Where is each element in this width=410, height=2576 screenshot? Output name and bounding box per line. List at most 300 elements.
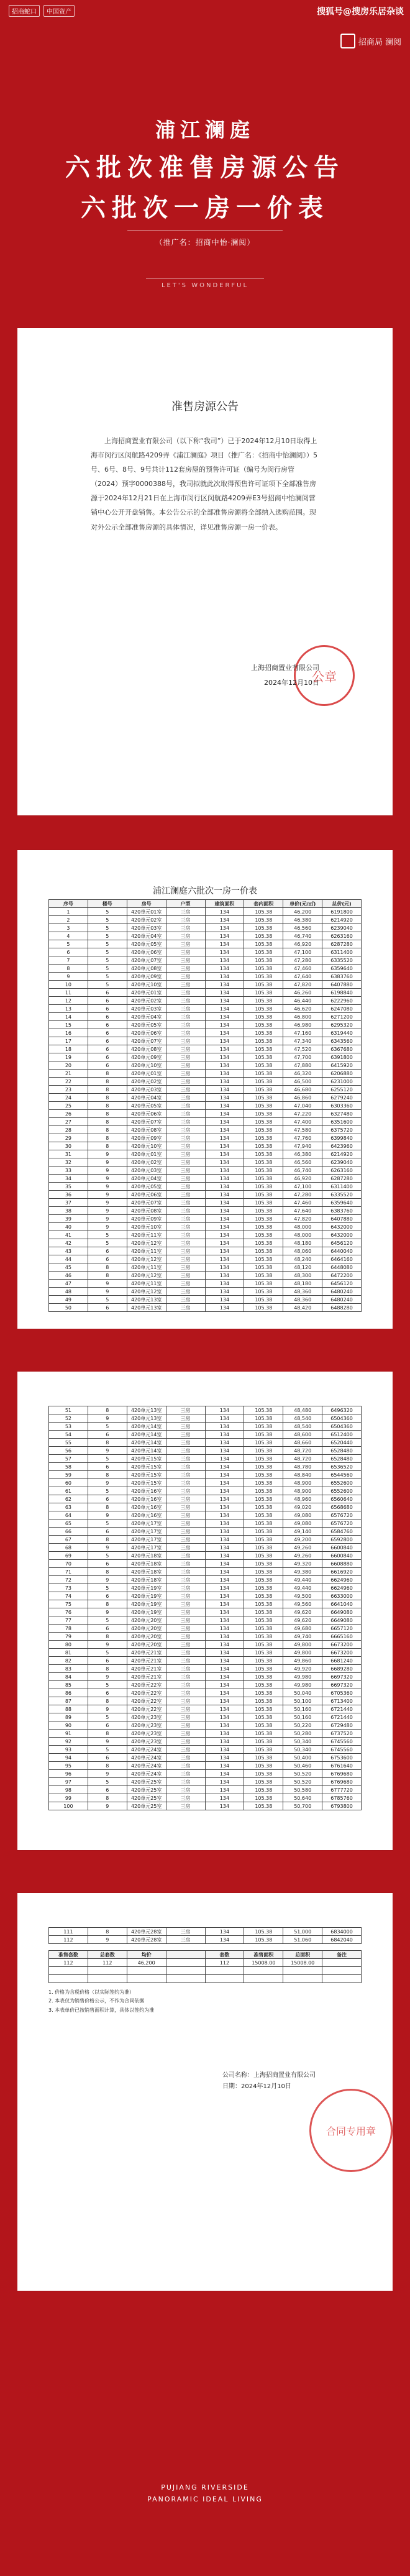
table-cell: 6600840 <box>322 1552 362 1560</box>
table-cell: 47,880 <box>283 1061 322 1070</box>
table-cell: 14 <box>49 1013 88 1021</box>
table-cell: 420单元06室 <box>127 1029 166 1037</box>
table-cell: 6383760 <box>322 973 362 981</box>
table-cell: 26 <box>49 1110 88 1118</box>
table-cell: 59 <box>49 1471 88 1479</box>
table-cell: 6584760 <box>322 1528 362 1536</box>
table-cell: 9 <box>88 1215 127 1223</box>
table-cell: 105.38 <box>244 1005 283 1013</box>
table-cell: 三房 <box>166 1102 205 1110</box>
table-cell: 105.38 <box>244 908 283 916</box>
right-logo <box>340 34 401 48</box>
table-cell: 134 <box>205 916 244 924</box>
table-cell: 50,100 <box>283 1697 322 1705</box>
table-wrap-3 <box>48 1927 376 2137</box>
table-cell: 50,520 <box>283 1778 322 1786</box>
table-row <box>49 1657 362 1665</box>
table-cell: 47,820 <box>283 981 322 989</box>
table-cell: 三房 <box>166 1794 205 1802</box>
price-table-2 <box>48 1406 362 1810</box>
table-cell: 134 <box>205 1738 244 1746</box>
table-cell: 三房 <box>166 1231 205 1239</box>
table-cell: 45 <box>49 1263 88 1272</box>
table-cell: 三房 <box>166 1641 205 1649</box>
table-cell: 6 <box>88 1495 127 1503</box>
table-cell: 105.38 <box>244 1762 283 1770</box>
table-row <box>49 1552 362 1560</box>
table-row <box>49 1150 362 1158</box>
table-cell: 420单元16室 <box>127 1503 166 1511</box>
table-cell: 134 <box>205 1150 244 1158</box>
table-cell: 420单元06室 <box>127 1191 166 1199</box>
table-cell: 105.38 <box>244 1191 283 1199</box>
table-cell: 49,440 <box>283 1576 322 1584</box>
table-cell: 420单元08室 <box>127 965 166 973</box>
table-cell: 105.38 <box>244 1061 283 1070</box>
table-cell: 420单元24室 <box>127 1770 166 1778</box>
table-cell: 6399840 <box>322 1134 362 1142</box>
table-cell: 三房 <box>166 1463 205 1471</box>
table-cell: 9 <box>88 1511 127 1519</box>
table-cell: 三房 <box>166 1263 205 1272</box>
table-cell: 94 <box>49 1754 88 1762</box>
table-cell: 6633000 <box>322 1592 362 1600</box>
table-row <box>49 956 362 965</box>
table-row <box>49 973 362 981</box>
table-cell: 三房 <box>166 1215 205 1223</box>
table-cell: 67 <box>49 1536 88 1544</box>
note-item: 1. 价格为含税价格（以实际签约为准） <box>48 1989 135 1995</box>
table-cell: 46,200 <box>127 1959 166 1967</box>
table-row <box>49 1721 362 1730</box>
table-cell: 三房 <box>166 1616 205 1625</box>
table-cell: 6697320 <box>322 1681 362 1689</box>
table-cell: 46,500 <box>283 1078 322 1086</box>
table-cell: 134 <box>205 1802 244 1810</box>
table-cell: 420单元14室 <box>127 1447 166 1455</box>
table-cell: 49,440 <box>283 1584 322 1592</box>
table-cell: 6 <box>88 1431 127 1439</box>
table-cell: 6456120 <box>322 1280 362 1288</box>
table-row <box>49 1936 362 1944</box>
table-cell: 420单元22室 <box>127 1697 166 1705</box>
table-cell: 三房 <box>166 1191 205 1199</box>
table-cell: 105.38 <box>244 1657 283 1665</box>
table-cell: 6480240 <box>322 1288 362 1296</box>
table-cell: 134 <box>205 1431 244 1439</box>
table-cell: 105.38 <box>244 1479 283 1487</box>
table-body-1 <box>49 908 362 1312</box>
table-cell: 三房 <box>166 1697 205 1705</box>
table-cell: 134 <box>205 981 244 989</box>
table-cell: 83 <box>49 1665 88 1673</box>
table-cell: 三房 <box>166 1167 205 1175</box>
table-cell <box>244 1975 283 1983</box>
table-row <box>49 1406 362 1414</box>
table-cell: 6191800 <box>322 908 362 916</box>
table-cell: 47,640 <box>283 973 322 981</box>
table-cell: 6214920 <box>322 916 362 924</box>
table-cell: 105.38 <box>244 1576 283 1584</box>
right-logo-text: 招商局 澜阅 <box>358 37 401 47</box>
table-cell: 49,620 <box>283 1608 322 1616</box>
table-row <box>49 1431 362 1439</box>
table-cell: 46,620 <box>283 1005 322 1013</box>
table-cell: 三房 <box>166 1304 205 1312</box>
table-cell: 420单元13室 <box>127 1414 166 1423</box>
table-cell: 5 <box>88 908 127 916</box>
table-cell: 5 <box>88 1487 127 1495</box>
table-cell: 98 <box>49 1786 88 1794</box>
table-row <box>49 1296 362 1304</box>
table-row <box>49 1455 362 1463</box>
table-title-1: 浦江澜庭六批次一房一价表 <box>153 886 257 896</box>
table-cell: 105.38 <box>244 1568 283 1576</box>
table-row <box>49 1167 362 1175</box>
table-cell: 134 <box>205 1528 244 1536</box>
table-cell: 105.38 <box>244 1021 283 1029</box>
table-cell: 51,060 <box>283 1936 322 1944</box>
table-cell: 三房 <box>166 1013 205 1021</box>
table-cell: 6 <box>88 1560 127 1568</box>
table-cell: 46,560 <box>283 1158 322 1167</box>
table-row <box>49 1021 362 1029</box>
table-cell: 105.38 <box>244 1423 283 1431</box>
table-cell <box>49 1975 88 1983</box>
table-cell: 31 <box>49 1150 88 1158</box>
table-cell: 三房 <box>166 1086 205 1094</box>
table-cell: 三房 <box>166 1447 205 1455</box>
table-cell: 6263160 <box>322 932 362 940</box>
notice-title: 准售房源公告 <box>171 400 239 413</box>
table-cell <box>283 1975 322 1983</box>
table-cell: 8 <box>88 1536 127 1544</box>
table-cell: 49,560 <box>283 1600 322 1608</box>
table-row <box>49 1053 362 1061</box>
footer <box>0 2324 410 2576</box>
table-cell: 47,460 <box>283 965 322 973</box>
table-row <box>49 1094 362 1102</box>
table-cell: 134 <box>205 1134 244 1142</box>
table-cell: 三房 <box>166 1061 205 1070</box>
footer-line-2: PANORAMIC IDEAL LIVING <box>147 2495 263 2503</box>
table-cell: 134 <box>205 1705 244 1713</box>
table-cell: 47,100 <box>283 1183 322 1191</box>
table-cell: 134 <box>205 908 244 916</box>
table-cell: 105.38 <box>244 932 283 940</box>
table-cell: 6359640 <box>322 1199 362 1207</box>
table-cell: 40 <box>49 1223 88 1231</box>
table-cell: 51 <box>49 1406 88 1414</box>
table-cell: 5 <box>88 1616 127 1625</box>
table-cell: 三房 <box>166 1673 205 1681</box>
table-cell: 134 <box>205 1552 244 1560</box>
table-cell: 105.38 <box>244 1118 283 1126</box>
table-cell: 8 <box>88 1568 127 1576</box>
table-row <box>49 916 362 924</box>
table-cell: 5 <box>88 1778 127 1786</box>
table-cell: 5 <box>88 1296 127 1304</box>
table-cell: 6222960 <box>322 997 362 1005</box>
table-cell: 134 <box>205 1280 244 1288</box>
table-cell <box>88 1967 127 1975</box>
logo-icon <box>340 34 355 48</box>
table-cell: 420单元23室 <box>127 1738 166 1746</box>
table-cell: 5 <box>88 924 127 932</box>
table-cell: 420单元25室 <box>127 1802 166 1810</box>
table-cell: 9 <box>88 1544 127 1552</box>
table-cell: 105.38 <box>244 1721 283 1730</box>
table-cell: 8 <box>88 1126 127 1134</box>
table-row <box>49 932 362 940</box>
table-cell: 24 <box>49 1094 88 1102</box>
table-cell: 420单元11室 <box>127 1247 166 1255</box>
table-cell <box>88 1975 127 1983</box>
table-cell: 8 <box>88 1730 127 1738</box>
table-cell: 8 <box>88 1600 127 1608</box>
table-cell: 三房 <box>166 1207 205 1215</box>
table-cell: 134 <box>205 1272 244 1280</box>
summary-header-cell: 均价 <box>127 1951 166 1959</box>
table-cell: 134 <box>205 1592 244 1600</box>
table-cell: 47,760 <box>283 1134 322 1142</box>
table-cell: 6568680 <box>322 1503 362 1511</box>
table-cell: 49,980 <box>283 1673 322 1681</box>
table-cell: 47,580 <box>283 1126 322 1134</box>
table-cell: 6729480 <box>322 1721 362 1730</box>
table-cell: 420单元06室 <box>127 1110 166 1118</box>
table-row <box>49 989 362 997</box>
table-cell: 三房 <box>166 1175 205 1183</box>
table-cell: 6624960 <box>322 1584 362 1592</box>
table-cell: 105.38 <box>244 1263 283 1272</box>
table-cell: 48,840 <box>283 1471 322 1479</box>
table-row <box>49 965 362 973</box>
table-cell: 105.38 <box>244 1255 283 1263</box>
table-cell: 6 <box>88 1247 127 1255</box>
table-row <box>49 1802 362 1810</box>
table-cell: 47,520 <box>283 1045 322 1053</box>
table-cell: 21 <box>49 1070 88 1078</box>
table-cell: 5 <box>88 940 127 948</box>
table-cell: 8 <box>88 1272 127 1280</box>
table-cell: 6665160 <box>322 1633 362 1641</box>
table-cell: 49,020 <box>283 1503 322 1511</box>
table-cell <box>322 1959 362 1967</box>
table-cell: 95 <box>49 1762 88 1770</box>
table-cell: 30 <box>49 1142 88 1150</box>
table-cell: 6761640 <box>322 1762 362 1770</box>
table-cell: 420单元03室 <box>127 1005 166 1013</box>
table-cell: 134 <box>205 1746 244 1754</box>
table-cell: 6351600 <box>322 1118 362 1126</box>
table-cell: 105.38 <box>244 1288 283 1296</box>
table-cell: 420单元01室 <box>127 989 166 997</box>
table-cell: 8 <box>88 1110 127 1118</box>
table-cell: 三房 <box>166 1625 205 1633</box>
table-cell: 50,520 <box>283 1770 322 1778</box>
table-cell: 6303360 <box>322 1102 362 1110</box>
table-cell: 三房 <box>166 1778 205 1786</box>
table-cell: 105.38 <box>244 1519 283 1528</box>
table-cell: 6600840 <box>322 1544 362 1552</box>
table-cell: 64 <box>49 1511 88 1519</box>
table-cell: 6448080 <box>322 1263 362 1272</box>
table-cell: 9 <box>88 1414 127 1423</box>
table-cell: 6504360 <box>322 1423 362 1431</box>
table-cell: 6311400 <box>322 1183 362 1191</box>
table-cell <box>244 1967 283 1975</box>
table-cell: 三房 <box>166 1150 205 1158</box>
table-cell <box>283 1967 322 1975</box>
table-cell: 134 <box>205 1126 244 1134</box>
table-cell: 105.38 <box>244 981 283 989</box>
table-cell: 105.38 <box>244 1045 283 1053</box>
table-cell: 8 <box>88 1633 127 1641</box>
table-row <box>49 908 362 916</box>
table-cell: 6 <box>88 1721 127 1730</box>
table-cell: 5 <box>88 973 127 981</box>
table-cell: 420单元09室 <box>127 1053 166 1061</box>
table-cell: 134 <box>205 956 244 965</box>
table-cell: 105.38 <box>244 1414 283 1423</box>
table-cell: 105.38 <box>244 1536 283 1544</box>
table-cell: 9 <box>88 1280 127 1288</box>
table-cell: 6560640 <box>322 1495 362 1503</box>
table-cell: 8 <box>88 1094 127 1102</box>
table-cell: 105.38 <box>244 965 283 973</box>
table-cell: 6472200 <box>322 1272 362 1280</box>
table-cell: 三房 <box>166 981 205 989</box>
table-cell: 三房 <box>166 1239 205 1247</box>
table-cell: 134 <box>205 997 244 1005</box>
table-cell: 105.38 <box>244 1239 283 1247</box>
table-cell: 6592800 <box>322 1536 362 1544</box>
table-cell: 8 <box>88 1762 127 1770</box>
table-row <box>49 1616 362 1625</box>
table-cell: 80 <box>49 1641 88 1649</box>
price-table-1 <box>48 899 362 1312</box>
table-cell: 112 <box>49 1936 88 1944</box>
table-cell: 105.38 <box>244 1304 283 1312</box>
table-row <box>49 1560 362 1568</box>
table-cell: 112 <box>88 1959 127 1967</box>
table-cell: 420单元15室 <box>127 1471 166 1479</box>
table-cell: 48,900 <box>283 1479 322 1487</box>
footer-line-1: PUJIANG RIVERSIDE <box>161 2483 249 2491</box>
table-cell: 三房 <box>166 1584 205 1592</box>
table-cell: 111 <box>49 1928 88 1936</box>
table-cell: 41 <box>49 1231 88 1239</box>
table-cell: 420单元01室 <box>127 1070 166 1078</box>
table-cell: 134 <box>205 1544 244 1552</box>
table-cell: 6 <box>88 1053 127 1061</box>
table-cell <box>127 1975 166 1983</box>
table-cell: 105.38 <box>244 1503 283 1511</box>
note-item: 2. 本表仅为销售价格公示，不作为合同依据 <box>48 1998 145 2004</box>
table-header-row-1 <box>49 900 362 908</box>
table-cell: 三房 <box>166 1471 205 1479</box>
table-cell: 70 <box>49 1560 88 1568</box>
table-cell: 69 <box>49 1552 88 1560</box>
table-cell: 25 <box>49 1102 88 1110</box>
table-cell: 三房 <box>166 973 205 981</box>
table-cell: 6295320 <box>322 1021 362 1029</box>
table-cell: 6528480 <box>322 1455 362 1463</box>
table-cell: 6576720 <box>322 1519 362 1528</box>
table-cell: 43 <box>49 1247 88 1255</box>
table-cell: 6239040 <box>322 1158 362 1167</box>
brand-left <box>9 5 75 17</box>
table-cell: 134 <box>205 973 244 981</box>
table-cell: 420单元24室 <box>127 1754 166 1762</box>
table-notes <box>48 1988 362 2015</box>
table-cell: 6198840 <box>322 989 362 997</box>
table-cell: 三房 <box>166 1296 205 1304</box>
table-cell: 49,260 <box>283 1544 322 1552</box>
table-cell: 5 <box>88 1423 127 1431</box>
table-cell: 420单元08室 <box>127 1126 166 1134</box>
table-cell <box>205 1975 244 1983</box>
table-cell: 420单元07室 <box>127 956 166 965</box>
table-cell: 134 <box>205 1037 244 1045</box>
summary-header-cell: 总套数 <box>88 1951 127 1959</box>
summary-header-cell: 套数 <box>205 1951 244 1959</box>
table-cell: 420单元19室 <box>127 1608 166 1616</box>
table-cell: 三房 <box>166 1519 205 1528</box>
table-cell: 105.38 <box>244 1705 283 1713</box>
table-cell: 50,280 <box>283 1730 322 1738</box>
table-cell: 9 <box>88 1608 127 1616</box>
table-row <box>49 1070 362 1078</box>
table-cell: 6335520 <box>322 956 362 965</box>
table-cell: 48,780 <box>283 1463 322 1471</box>
table-cell: 134 <box>205 1191 244 1199</box>
table-cell: 420单元17室 <box>127 1519 166 1528</box>
table-cell: 11 <box>49 989 88 997</box>
table-cell: 6271200 <box>322 1013 362 1021</box>
table-cell: 134 <box>205 1471 244 1479</box>
table-cell: 105.38 <box>244 1689 283 1697</box>
table-cell: 420单元02室 <box>127 1078 166 1086</box>
table-cell: 105.38 <box>244 1406 283 1414</box>
table-cell: 420单元14室 <box>127 1423 166 1431</box>
table-cell: 420单元13室 <box>127 1296 166 1304</box>
table-cell: 105.38 <box>244 1713 283 1721</box>
table-row <box>49 1110 362 1118</box>
table-cell: 105.38 <box>244 1110 283 1118</box>
table-cell: 46 <box>49 1272 88 1280</box>
table-cell: 5 <box>88 981 127 989</box>
table-cell: 三房 <box>166 1528 205 1536</box>
table-row <box>49 1511 362 1519</box>
table-row <box>49 1471 362 1479</box>
table-cell: 9 <box>88 1479 127 1487</box>
table-cell: 9 <box>88 1447 127 1455</box>
footer-logo <box>0 2480 410 2503</box>
header-cell: 建筑面积 <box>205 900 244 908</box>
table-cell: 420单元05室 <box>127 1021 166 1029</box>
table-cell: 134 <box>205 1414 244 1423</box>
table-cell: 48,420 <box>283 1304 322 1312</box>
table-cell: 6 <box>88 1255 127 1263</box>
table-cell: 105.38 <box>244 1134 283 1142</box>
summary-table <box>48 1950 362 1983</box>
table-cell: 58 <box>49 1463 88 1471</box>
table-cell: 49,800 <box>283 1641 322 1649</box>
table-cell: 三房 <box>166 1021 205 1029</box>
table-cell: 105.38 <box>244 1207 283 1215</box>
